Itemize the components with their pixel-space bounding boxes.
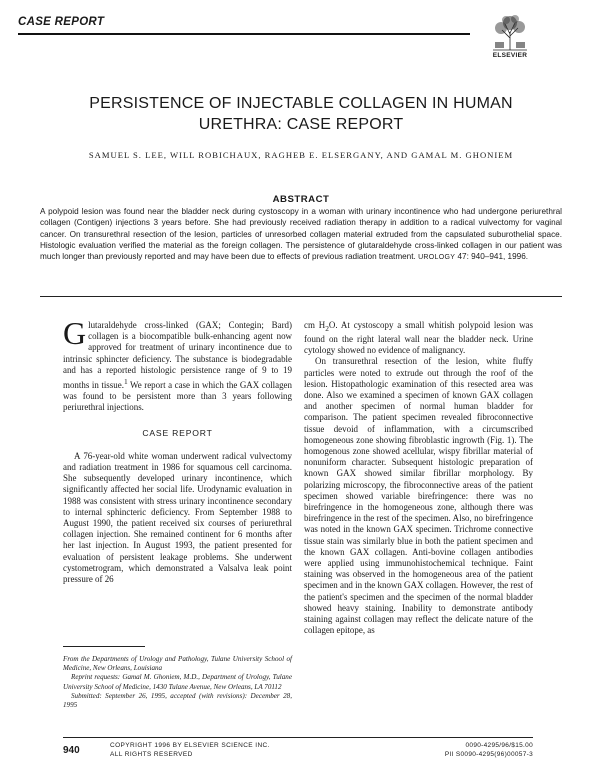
elsevier-tree-icon xyxy=(487,12,533,52)
footnote-affiliation: From the Departments of Urology and Pathology, Tulane University School of Medicine, New Orleans, Louisiana xyxy=(63,655,292,673)
footnote-reprints: Reprint requests: Gamal M. Ghoniem, M.D., Department of Urology, Tulane University School of Medicine, 1430 Tulane Avenue, New Orleans, LA 70112 xyxy=(63,673,292,691)
abstract-body xyxy=(40,206,562,263)
title-line-2: URETHRA: CASE REPORT xyxy=(198,116,404,133)
publisher-logo xyxy=(487,12,533,59)
issn-line-1: 0090-4295/96/$15.00 xyxy=(465,742,533,749)
issn-block xyxy=(390,742,533,759)
histology-paragraph: On transurethral resection of the lesion, white fluffy particles were noted to extrude out through the roof of the lesion. Histopathologic examination of this resected area was done. Also we examined a specimen of known GAX collagen and another specimen of normal human bladder for comparison. The patient specimen revealed fibroconnective tissue devoid of inflammation, with a circumscribed homogeneous zone showing fibroblastic ingrowth (Fig. 1). The homogenous zone showed acellular, wispy fibrillar material of nonuniform character. Subsequent histologic preparation of known GAX showed similar fibrillar morphology. By polarizing microscopy, the fibroconnective areas of the patient specimen showed variable birefringence: there was no birefringence in the homogeneous zone, although there was birefringence in the rest of the specimen. Also, no birefringence was noted in the known GAX specimen. Trichrome connective tissue stain was similarly blue in both the patient specimen and the known GAX collagen. Anti-bovine collagen antibodies were applied using immunohistochemical technique. Faint staining was observed in the homogeneous area of the patient specimen and in the known GAX collagen. However, the rest of the patient's specimen and the specimen of the normal bladder showed heavy staining. Inability to demonstrate antibody staining against collagen may reflect the delicate nature of the collagen epitope, as xyxy=(304,356,533,636)
page-number: 940 xyxy=(63,745,80,756)
section-label: CASE REPORT xyxy=(18,16,105,28)
publisher-name: ELSEVIER xyxy=(492,52,528,59)
footnote-rule xyxy=(63,646,145,647)
footer-rule xyxy=(63,737,533,738)
header-rule xyxy=(18,33,470,35)
right-column xyxy=(304,320,533,636)
issn-line-2: PII S0090-4295(96)00057-3 xyxy=(444,750,533,758)
copyright-line-1: COPYRIGHT 1996 BY ELSEVIER SCIENCE INC. xyxy=(110,742,270,749)
reference-marker: 1 xyxy=(123,377,128,387)
intro-paragraph: lutaraldehyde cross-linked (GAX; Contegin; Bard) collagen is a biocompatible bulk-enhancing agent now approved for treatment of urinary incontinence due to intrinsic sphincter deficiency. The substance is biodegradable and has a reported histologic persistence range of 9 to 19 months in tissue. xyxy=(63,320,292,390)
article-title xyxy=(40,93,562,135)
abstract-heading: ABSTRACT xyxy=(272,194,330,205)
case-paragraph: A 76-year-old white woman underwent radical vulvectomy and radiation treatment in 1986 for squamous cell carcinoma. She subsequently developed urinary incontinence, which significantly affected her social life. Urodynamic evaluation in 1988 was consistent with stress urinary incontinence secondary to internal sphincteric deficiency. From September 1988 to August 1990, the patient received six courses of periurethral collagen injection. She remained continent for 6 months after her last injection. In August 1993, the patient presented for evaluation of persistent leakage problems. She underwent cystometrogram, which demonstrated a Valsalva leak point pressure of 26 xyxy=(63,450,292,585)
case-report-heading: CASE REPORT xyxy=(142,427,213,438)
abstract-rule xyxy=(40,296,562,297)
copyright xyxy=(110,742,310,759)
author-list: SAMUEL S. LEE, WILL ROBICHAUX, RAGHEB E. ELSERGANY, AND GAMAL M. GHONIEM xyxy=(88,150,514,160)
left-column xyxy=(63,315,292,585)
abstract-text: A polypoid lesion was found near the bladder neck during cystoscopy in a woman with urinary incontinence who had undergone periurethral collagen (Contigen) injections 3 years before. She had previously received radiation therapy in addition to a radical vulvectomy for vaginal cancer. On transurethral resection of the lesion, particles of unresorbed collagen material extruded from the capsulated suburothelial space. Histologic evaluation verified the material as the foreign collagen. The persistence of glutaraldehyde cross-linked collagen in our patient was much longer than previously reported and may have been due to effects of previous radiation treatment. xyxy=(40,207,562,262)
continuation-subscript: 2 xyxy=(325,323,329,333)
intro-paragraph-end: We report a case in which the GAX collagen was found to be persistent more than 3 years following periurethral injections. xyxy=(63,380,292,413)
drop-cap: G xyxy=(63,315,87,351)
continuation-text: cm H xyxy=(304,320,326,330)
abstract-citation-journal: UROLOGY xyxy=(418,254,456,262)
continuation-text-end: O. At cystoscopy a small whitish polypoid lesion was found on the right lateral wall near the bladder neck. Urine cytology showed no evidence of malignancy. xyxy=(304,320,534,356)
copyright-line-2: ALL RIGHTS RESERVED xyxy=(110,750,193,758)
abstract-citation: 47: 940–941, 1996. xyxy=(457,252,529,262)
footnotes xyxy=(63,655,292,710)
title-line-1: PERSISTENCE OF INJECTABLE COLLAGEN IN HUMAN xyxy=(89,95,513,112)
footnote-submitted: Submitted: September 26, 1995, accepted (with revisions): December 28, 1995 xyxy=(63,691,292,710)
